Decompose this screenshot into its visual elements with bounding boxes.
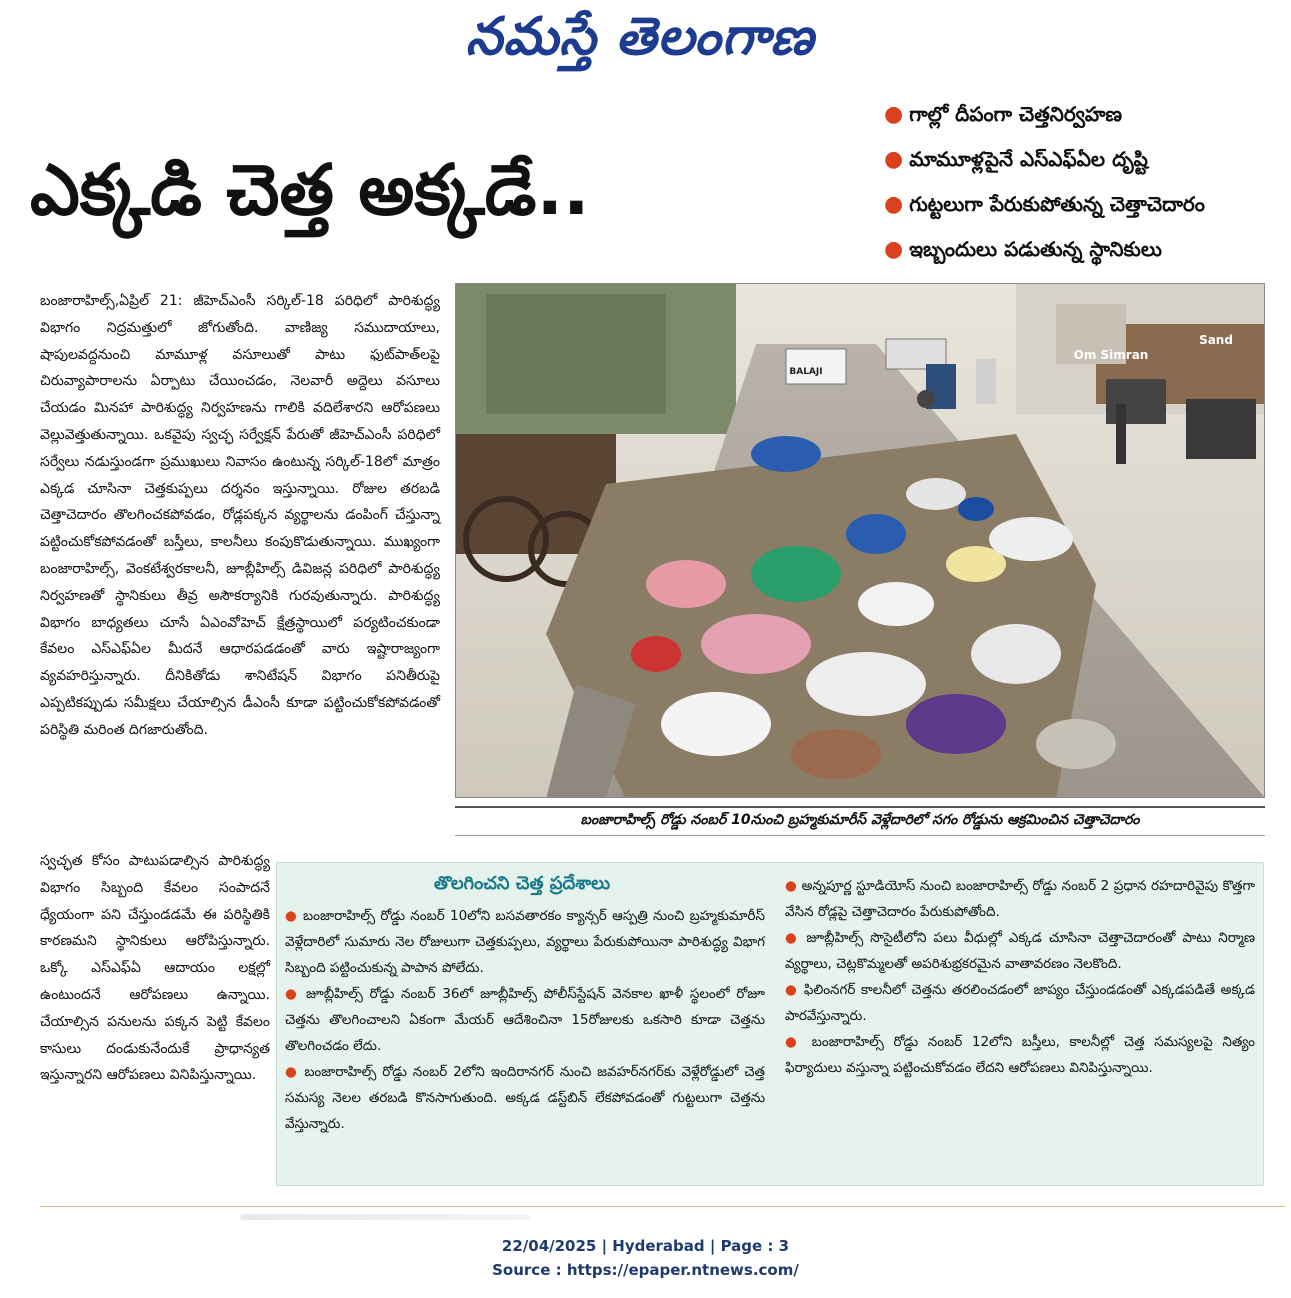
bullet-dot-icon: ●: [884, 192, 904, 217]
photo-caption: బంజారాహిల్స్ రోడ్డు నంబర్ 10నుంచి బ్రహ్మకుమారీస్ వెళ్లేదారిలో సగం రోడ్డును ఆక్రమించిన చెత్తాచెదారం: [455, 806, 1265, 836]
bullet-dot-icon: ●: [285, 986, 307, 1002]
highlight-item: ● మామూళ్లపైనే ఎస్‌ఎఫ్‌ఏల దృష్టి: [884, 137, 1284, 182]
bullet-dot-icon: ●: [785, 1034, 812, 1050]
page-divider: [40, 1206, 1285, 1207]
bullet-dot-icon: ●: [884, 237, 904, 262]
bullet-dot-icon: ●: [884, 102, 904, 127]
bullet-dot-icon: ●: [785, 878, 802, 894]
garbage-street-illustration: [456, 284, 1265, 798]
headline: ఎక్కడి చెత్త అక్కడే..: [30, 149, 590, 231]
footer-date-line: 22/04/2025 | Hyderabad | Page : 3: [501, 1237, 790, 1255]
sidebar-box: [276, 862, 1264, 1186]
footer-source-link[interactable]: Source : https://epaper.ntnews.com/: [492, 1261, 799, 1279]
sidebar-item: ● ఫిలింనగర్ కాలనీలో చెత్తను తరలించడంలో జాప్యం చేస్తుండడంతో ఎక్కడపడితే అక్కడ పారవేస్తున్నారు.: [785, 982, 1256, 1024]
bullet-dot-icon: ●: [884, 147, 904, 172]
shop-sign-text: Om Simran: [1073, 348, 1149, 362]
sidebar-item: ● బంజారాహిల్స్ రోడ్డు నంబర్ 12లోని బస్తీలు, కాలనీల్లో చెత్త సమస్యలపై నిత్యం ఫిర్యాదులు వస్తున్నా పట్టించుకోవడం లేదని ఆరోపణలు వినిపిస్తున్నాయి.: [785, 1034, 1255, 1076]
bullet-dot-icon: ●: [785, 982, 804, 998]
highlight-bullets: [884, 92, 1284, 272]
sidebar-item: ● అన్నపూర్ణ స్టూడియోస్ నుంచి బంజారాహిల్స్ రోడ్డు నంబర్ 2 ప్రధాన రహదారివైపు కొత్తగా వేసిన రోడ్లపై చెత్తాచెదారం పేరుకుపోతోంది.: [785, 878, 1255, 920]
sidebar-item: ● బంజారాహిల్స్ రోడ్డు నంబర్ 2లోని ఇందిరానగర్ నుంచి జవహర్‌నగర్‌కు వెళ్లేరోడ్డులో చెత్త సమస్య నెలల తరబడి కొనసాగుతుంది. అక్కడ డస్ట్‌బిన్ లేకపోవడంతో గుట్టలుగా చెత్తను వేస్తున్నారు.: [285, 1064, 765, 1132]
bullet-dot-icon: ●: [285, 908, 304, 924]
sidebar-item: ● బంజారాహిల్స్ రోడ్డు నంబర్ 10లోని బసవతారకం క్యాన్సర్ ఆస్పత్రి నుంచి బ్రహ్మకుమారీస్ వెళ్లేదారిలో సుమారు నెల రోజులుగా చెత్తకుప్పలు, వ్యర్థాలు పేరుకుపోయినా పారిశుద్ధ్య విభాగ సిబ్బంది పట్టించుకున్న పాపాన పోలేదు.: [285, 908, 765, 976]
news-photo: [455, 283, 1265, 798]
article-body-continued: స్వచ్ఛత కోసం పాటుపడాల్సిన పారిశుద్ధ్య విభాగం సిబ్బంది కేవలం సంపాదనే ధ్యేయంగా పని చేస్తుండడమే ఈ పరిస్థితికి కారణమని స్థానికులు ఆరోపిస్తున్నారు. ఒక్కో ఎస్‌ఎఫ్‌ఏ ఆదాయం లక్షల్లో ఉంటుందనే ఆరోపణలు ఉన్నాయి. చేయాల్సిన పనులను పక్కన పెట్టి కేవలం కాసులు దండుకునేందుకే ప్రాధాన్యత ఇస్తున్నారని ఆరోపణలు వినిపిస్తున్నాయి.: [40, 853, 270, 1084]
sidebar-item: ● జూబ్లీహిల్స్ సొసైటీలోని పలు వీధుల్లో ఎక్కడ చూసినా చెత్తాచెదారంతో పాటు నిర్మాణ వ్యర్థాలు, చెట్లకొమ్మలతో అపరిశుభ్రకరమైన వాతావరణం నెలకొంది.: [785, 930, 1255, 972]
shop-sign-text: BALAJI: [789, 367, 823, 377]
bullet-dot-icon: ●: [785, 930, 807, 946]
article-body: బంజారాహిల్స్,ఏప్రిల్ 21: జీహెచ్‌ఎంసీ సర్కిల్-18 పరిధిలో పారిశుద్ధ్య విభాగం నిద్రమత్తులో జోగుతోంది. వాణిజ్య సముదాయాలు, షాపులవద్దనుంచి మామూళ్ల వసూలుతో పాటు ఫుట్‌పాత్‌లపై చిరువ్యాపారాలను ఏర్పాటు చేయించడం, నెలవారీ అద్దెలు వసూలు చేయడం మినహా పారిశుద్ధ్య నిర్వహణను గాలికి వదిలేశారని ఆరోపణలు వెల్లువెత్తుతున్నాయి. ఒకవైపు స్వచ్ఛ సర్వేక్షన్ పేరుతో జీహెచ్‌ఎంసీ పరిధిలో సర్వేలు నడుస్తుండగా ప్రముఖులు నివాసం ఉంటున్న సర్కిల్-18లో మాత్రం ఎక్కడ చూసినా చెత్తకుప్పలు దర్శనం ఇస్తున్నాయి. రోజుల తరబడి చెత్తాచెదారం తొలగించకపోవడం, రోడ్లపక్కన వ్యర్థాలను డంపింగ్ చేస్తున్నా పట్టించుకోకపోవడంతో బస్తీలు, కాలనీలు కంపుకొడుతున్నాయి. ముఖ్యంగా బంజారాహిల్స్, వెంకటేశ్వరకాలనీ, జూబ్లీహిల్స్ డివిజన్ల పరిధిలో పారిశుద్ధ్య నిర్వహణతో స్థానికులు తీవ్ర అసౌకర్యానికి గురవుతున్నారు. పారిశుద్ధ్య విభాగం బాధ్యతలు చూసే ఏఎంవోహెచ్ క్షేత్రస్థాయిలో పర్యటించకుండా కేవలం ఎస్‌ఎఫ్‌ఏల మీదనే ఆధారపడడంతో వారు ఇష్టారాజ్యంగా వ్యవహరిస్తున్నారు. దీనికితోడు శానిటేషన్ విభాగం పనితీరుపై ఎప్పటికప్పుడు సమీక్షలు చేయాల్సిన డీఎంసీ కూడా పట్టించుకోకపోవడంతో పరిస్థితి మరింత దిగజారుతోంది.: [40, 293, 440, 738]
sidebar-left-column: [285, 903, 765, 1137]
highlight-item: ● ఇబ్బందులు పడుతున్న స్థానికులు: [884, 227, 1284, 272]
bullet-dot-icon: ●: [285, 1064, 305, 1080]
shop-sign-text: Sand: [1199, 333, 1233, 347]
masthead-logo: నమస్తే తెలంగాణ: [465, 6, 815, 67]
sidebar-right-column: [785, 873, 1255, 1081]
highlight-item: ● గుట్టలుగా పేరుకుపోతున్న చెత్తాచెదారం: [884, 182, 1284, 227]
highlight-item: ● గాల్లో దీపంగా చెత్తనిర్వహణ: [884, 92, 1284, 137]
sidebar-title: తొలగించని చెత్త ప్రదేశాలు: [433, 873, 611, 894]
page-footer: [0, 1234, 1291, 1282]
faded-text-remnant: [240, 1214, 530, 1220]
sidebar-item: ● జూబ్లీహిల్స్ రోడ్డు నంబర్ 36లో జూబ్లీహిల్స్ పోలీస్‌స్టేషన్ వెనకాల ఖాళీ స్థలంలో రోజూ చెత్తను తొలగించాలని ఏకంగా మేయర్ ఆదేశించినా 15రోజులకు ఒకసారి కూడా చెత్తను తొలగించడం లేదు.: [285, 986, 765, 1054]
